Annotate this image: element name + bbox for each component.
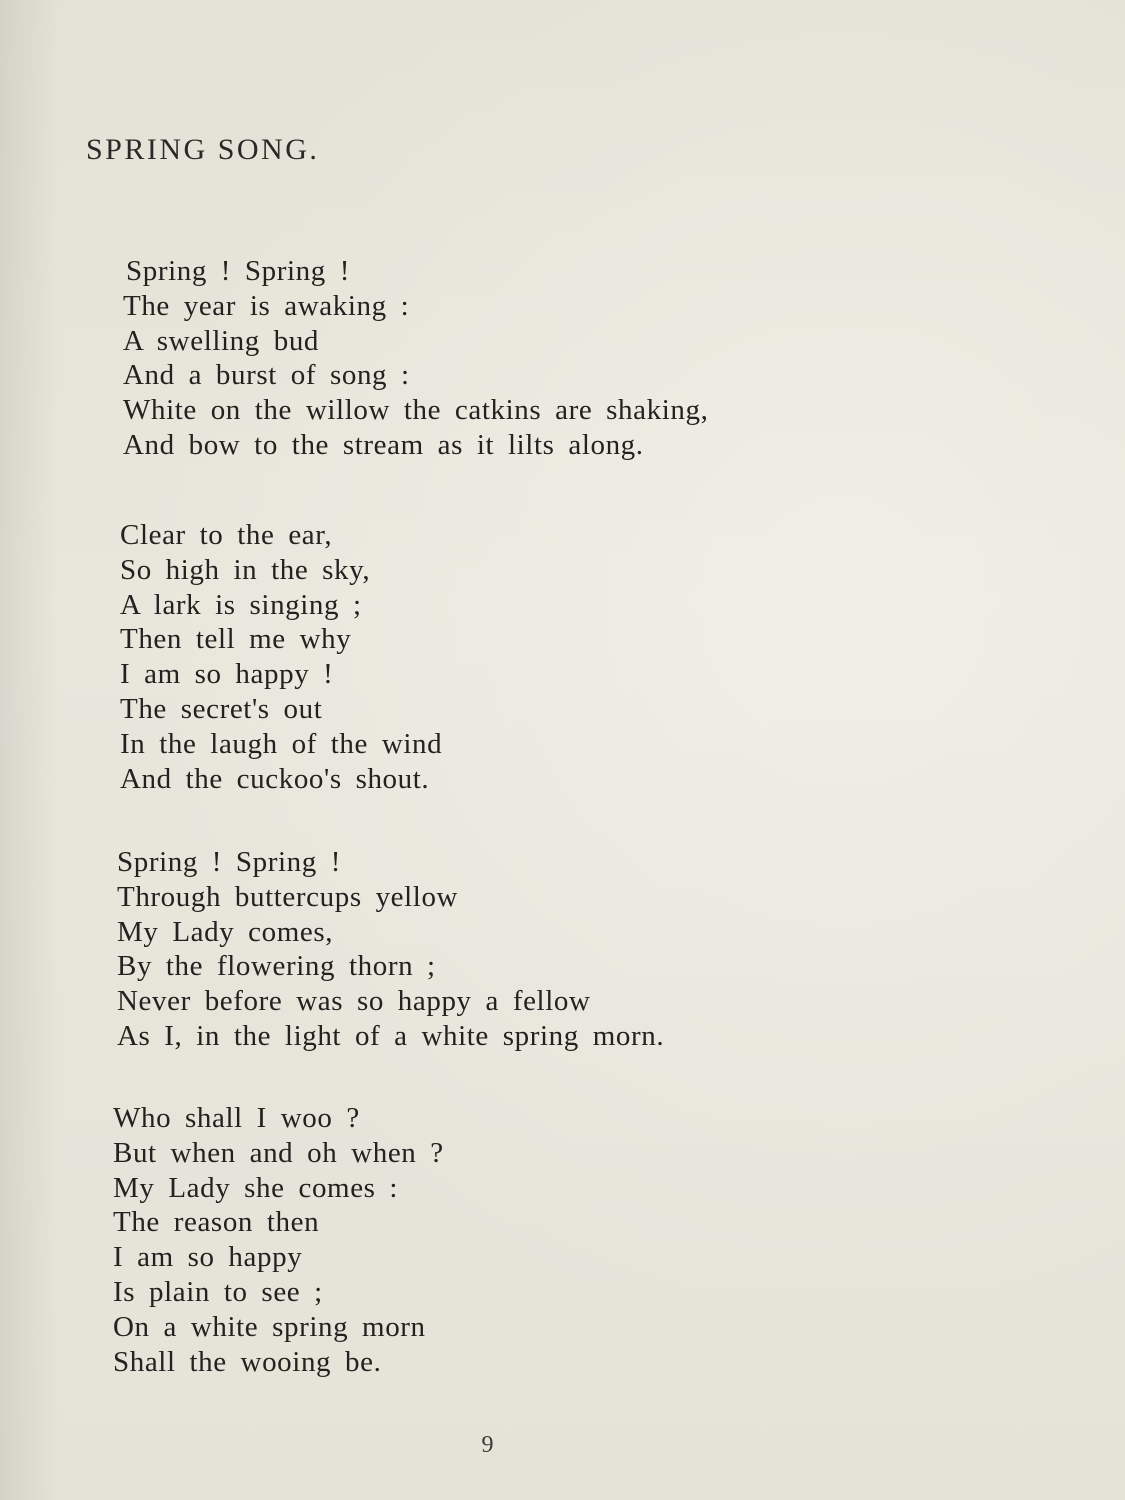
poem-line: Who shall I woo ? (113, 1102, 360, 1134)
poem-line: A lark is singing ; (120, 588, 362, 621)
poem-line: And a burst of song : (123, 359, 410, 392)
poem-line: White on the willow the catkins are shaking, (123, 394, 709, 427)
poem-line: Clear to the ear, (120, 519, 333, 551)
page-gutter-shadow (0, 0, 60, 1500)
stanza-4 (113, 1101, 444, 1379)
page-number: 9 (481, 1432, 494, 1458)
poem-line: And bow to the stream as it lilts along. (123, 428, 644, 461)
poem-line: Through buttercups yellow (117, 880, 459, 913)
poem-line: As I, in the light of a white spring morn. (117, 1019, 665, 1052)
poem-line: By the flowering thorn ; (117, 950, 436, 983)
poem-line: The secret's out (120, 692, 323, 725)
stanza-2 (120, 518, 442, 796)
poem-line: And the cuckoo's shout. (120, 762, 430, 795)
poem-line: The year is awaking : (123, 289, 410, 322)
poem-line: Never before was so happy a fellow (117, 985, 591, 1018)
poem-line: My Lady comes, (117, 915, 334, 948)
poem-line: But when and oh when ? (113, 1136, 444, 1169)
poem-line: Then tell me why (120, 623, 352, 656)
poem-line: I am so happy ! (120, 658, 334, 691)
poem-line: Spring ! Spring ! (126, 255, 350, 287)
poem-line: The reason then (113, 1206, 320, 1239)
poem-line: Is plain to see ; (113, 1275, 323, 1308)
poem-line: Shall the wooing be. (113, 1345, 382, 1378)
poem-line: I am so happy (113, 1241, 303, 1274)
poem-title: SPRING SONG. (86, 133, 320, 166)
poem-line: A swelling bud (123, 324, 320, 357)
poem-line: In the laugh of the wind (120, 727, 443, 760)
poem-line: So high in the sky, (120, 553, 371, 586)
stanza-1 (123, 254, 709, 463)
stanza-3 (117, 845, 664, 1054)
poem-line: My Lady she comes : (113, 1171, 399, 1204)
poem-line: Spring ! Spring ! (117, 846, 341, 878)
poem-line: On a white spring morn (113, 1310, 426, 1343)
